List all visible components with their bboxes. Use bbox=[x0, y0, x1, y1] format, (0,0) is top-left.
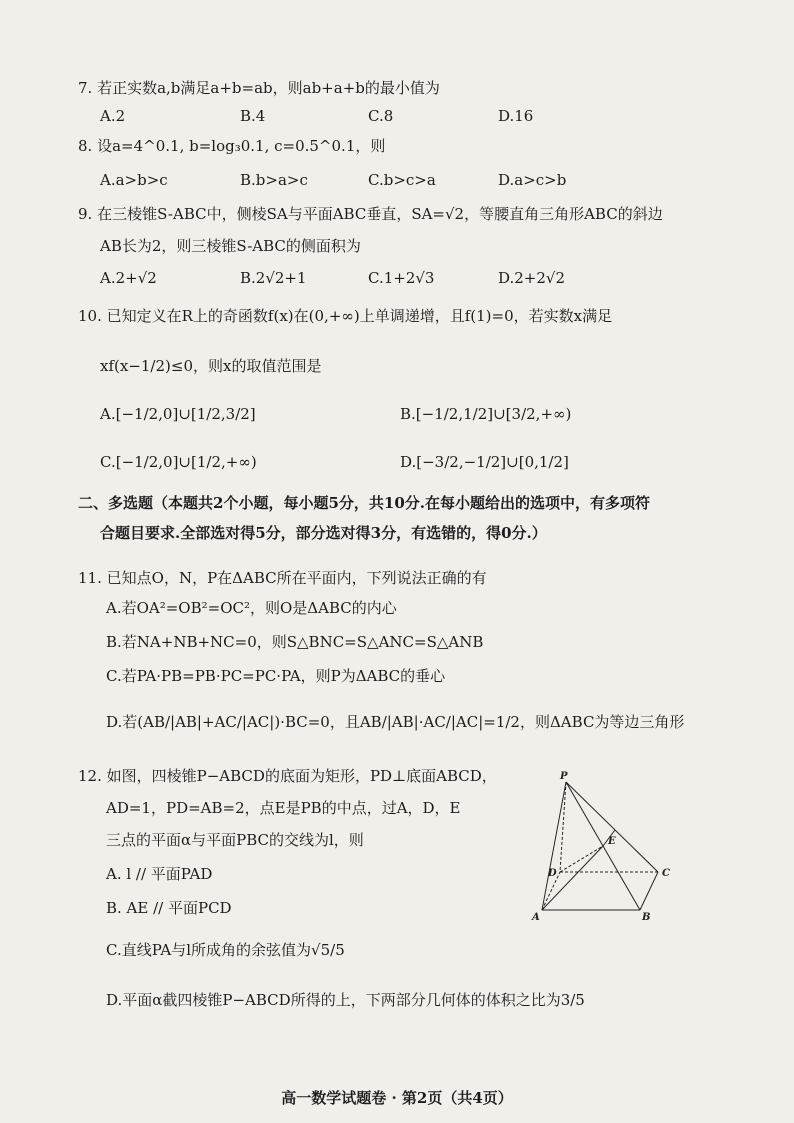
section-2-heading-line2: 合题目要求.全部选对得5分，部分选对得3分，有选错的，得0分.） bbox=[100, 524, 547, 542]
q8-option-b: B.b>a>c bbox=[240, 171, 308, 189]
label-e: E bbox=[608, 836, 616, 847]
question-11: 11. 已知点O，N，P在ΔABC所在平面内，下列说法正确的有 bbox=[78, 569, 487, 587]
edge-pc bbox=[566, 782, 658, 872]
q7-option-b: B.4 bbox=[240, 107, 266, 125]
question-9: 9. 在三棱锥S-ABC中，侧棱SA与平面ABC垂直，SA=√2，等腰直角三角形ABC的斜边 bbox=[78, 205, 663, 223]
question-8: 8. 设a=4^0.1, b=log₃0.1, c=0.5^0.1，则 bbox=[78, 137, 386, 155]
q8-option-d: D.a>c>b bbox=[498, 171, 567, 189]
label-b: B bbox=[642, 912, 651, 923]
q11-option-a: A.若OA²=OB²=OC²，则O是ΔABC的内心 bbox=[106, 599, 397, 617]
question-9-line2: AB长为2，则三棱锥S-ABC的侧面积为 bbox=[100, 237, 361, 255]
q12-option-a: A. l // 平面PAD bbox=[106, 865, 213, 883]
q10-option-c: C.[−1/2,0]∪[1/2,+∞) bbox=[100, 453, 257, 471]
section-2-heading: 二、多选题（本题共2个小题，每小题5分，共10分.在每小题给出的选项中，有多项符 bbox=[78, 494, 650, 512]
q8-option-c: C.b>c>a bbox=[368, 171, 436, 189]
q8-option-a: A.a>b>c bbox=[100, 171, 168, 189]
page-footer: 高一数学试题卷 · 第2页（共4页） bbox=[281, 1089, 513, 1107]
q12-option-b: B. AE // 平面PCD bbox=[106, 899, 232, 917]
q9-option-b: B.2√2+1 bbox=[240, 269, 307, 287]
question-10: 10. 已知定义在R上的奇函数f(x)在(0,+∞)上单调递增，且f(1)=0，若实数x满足 bbox=[78, 307, 613, 325]
q9-option-a: A.2+√2 bbox=[100, 269, 157, 287]
bleed-through-text bbox=[500, 62, 513, 81]
q7-option-c: C.8 bbox=[368, 107, 394, 125]
question-12-line3: 三点的平面α与平面PBC的交线为l，则 bbox=[106, 831, 364, 849]
label-d: D bbox=[548, 868, 557, 879]
question-12-line2: AD=1，PD=AB=2，点E是PB的中点，过A，D，E bbox=[106, 799, 461, 817]
q11-option-c: C.若PA·PB=PB·PC=PC·PA，则P为ΔABC的垂心 bbox=[106, 667, 446, 685]
edge-bc bbox=[640, 872, 658, 910]
question-7: 7. 若正实数a,b满足a+b=ab，则ab+a+b的最小值为 bbox=[78, 79, 440, 97]
q7-option-a: A.2 bbox=[100, 107, 126, 125]
q12-option-c: C.直线PA与l所成角的余弦值为√5/5 bbox=[106, 941, 345, 959]
q11-option-b: B.若NA+NB+NC=0，则S△BNC=S△ANC=S△ANB bbox=[106, 633, 484, 651]
q10-option-d: D.[−3/2,−1/2]∪[0,1/2] bbox=[400, 453, 569, 471]
question-10-line2: xf(x−1/2)≤0，则x的取值范围是 bbox=[100, 357, 322, 375]
q11-option-d: D.若(AB/|AB|+AC/|AC|)·BC=0，且AB/|AB|·AC/|AC|=1/2，则ΔABC为等边三角形 bbox=[106, 713, 685, 731]
question-12: 12. 如图，四棱锥P−ABCD的底面为矩形，PD⊥底面ABCD， bbox=[78, 767, 497, 785]
q9-option-c: C.1+2√3 bbox=[368, 269, 435, 287]
q10-option-b: B.[−1/2,1/2]∪[3/2,+∞) bbox=[400, 405, 572, 423]
q12-option-d: D.平面α截四棱锥P−ABCD所得的上，下两部分几何体的体积之比为3/5 bbox=[106, 991, 585, 1009]
pyramid-figure bbox=[520, 768, 680, 928]
q7-option-d: D.16 bbox=[498, 107, 534, 125]
edge-pa bbox=[542, 782, 566, 910]
q10-option-a: A.[−1/2,0]∪[1/2,3/2] bbox=[100, 405, 256, 423]
label-p: P bbox=[560, 771, 568, 782]
label-a: A bbox=[532, 912, 540, 923]
label-c: C bbox=[662, 868, 670, 879]
q9-option-d: D.2+2√2 bbox=[498, 269, 566, 287]
